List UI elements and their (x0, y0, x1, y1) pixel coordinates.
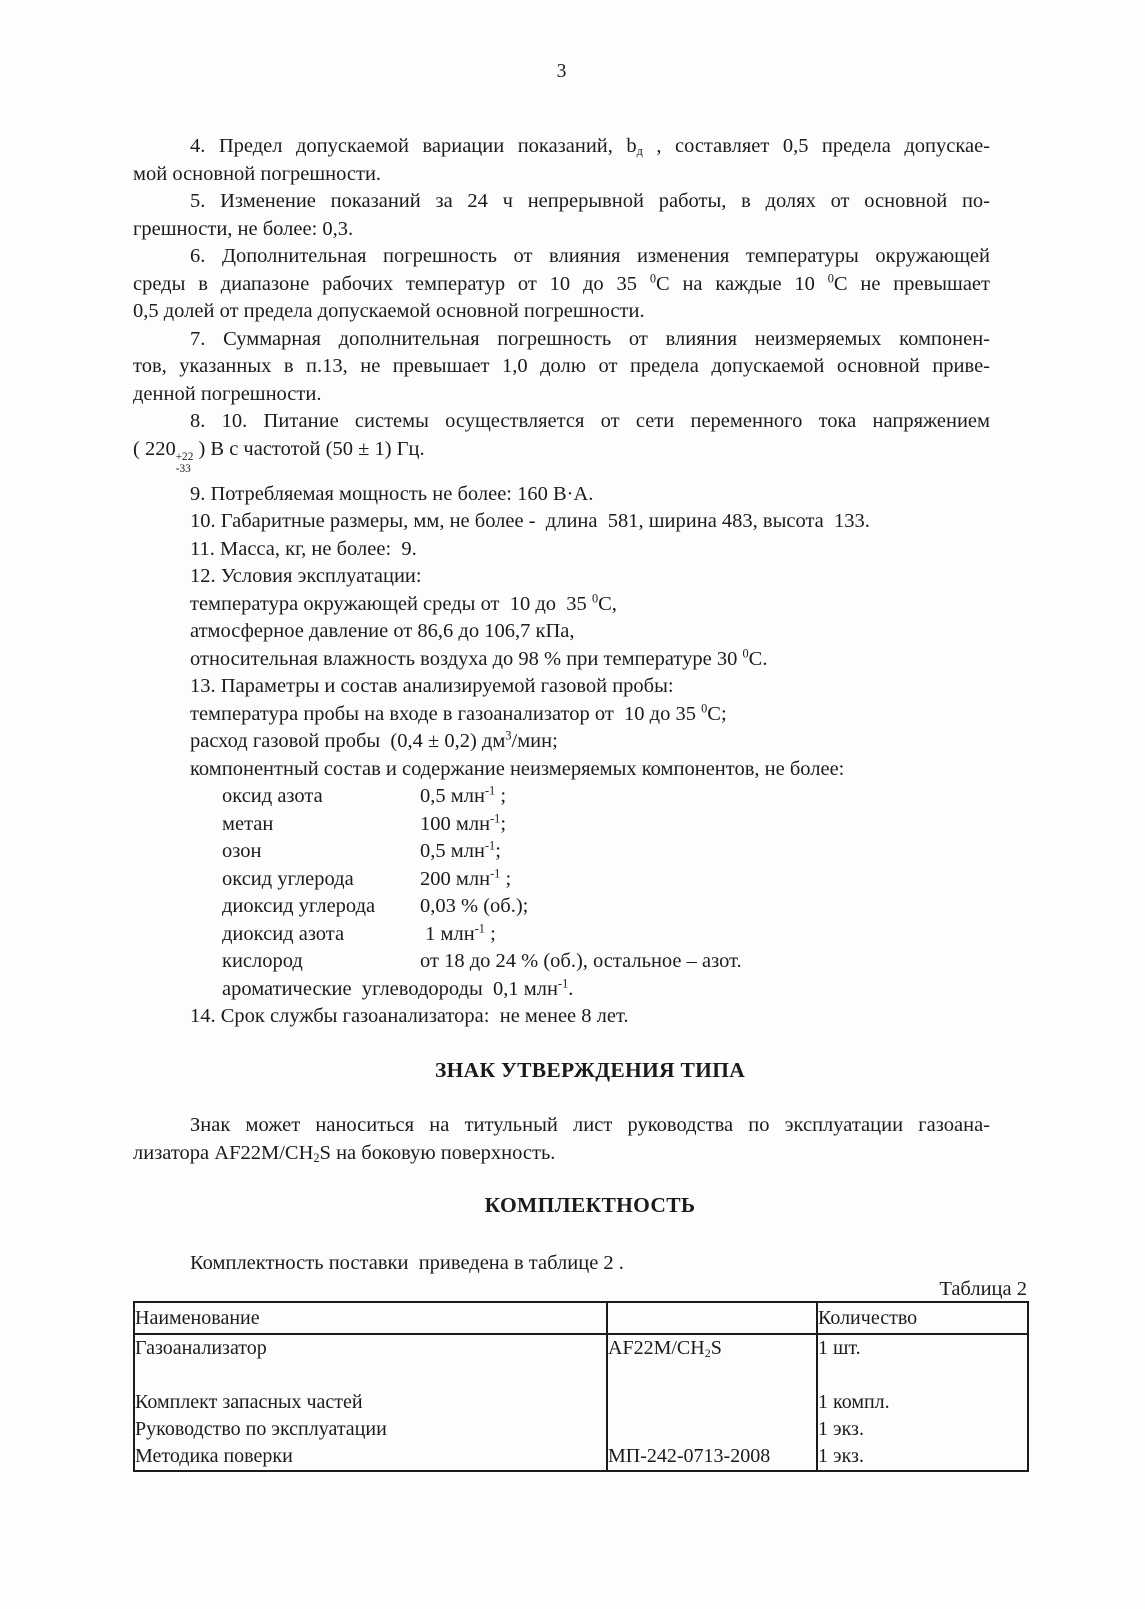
component-value: 0,5 млн$^{-1}$; (420, 838, 501, 863)
heading-completeness: КОМПЛЕКТНОСТЬ (484, 1193, 696, 1218)
paragraph-7-line-2: тов, указанных в п.13, не превышает 1,0 долю от предела допускаемой основной приве- (133, 355, 990, 377)
column-header-name: Наименование (134, 1302, 607, 1334)
paragraph-7-line-1: 7. Суммарная дополнительная погрешность от влияния неизмеряемых компонен- (190, 327, 990, 350)
column-header-quantity: Количество (817, 1302, 1028, 1334)
component-row (222, 811, 990, 839)
type-approval-paragraph-line-2: лизатора $AF22M/CH_2S$ на боковую поверхность. (133, 1141, 556, 1165)
item-13-sample-temperature: температура пробы на входе в газоанализатор от 10 до 35 $^0$С; (190, 701, 727, 725)
component-row (222, 893, 990, 921)
component-value: от 18 до 24 % (об.), остальное – азот. (420, 950, 742, 973)
item-10: 10. Габаритные размеры, мм, не более - длина 581, ширина 483, высота 133. (190, 510, 870, 533)
table-row (135, 1362, 606, 1389)
component-row (222, 783, 990, 811)
component-name: диоксид углерода (222, 895, 376, 918)
component-row (222, 838, 990, 866)
item-13-composition: компонентный состав и содержание неизмеряемых компонентов, не более: (190, 757, 845, 780)
table-row: 1 шт. (818, 1337, 861, 1360)
table-row: 1 экз. (818, 1445, 864, 1468)
paragraph-8-line-1: 8. 10. Питание системы осуществляется от сети переменного тока напряжением (190, 410, 990, 432)
paragraph-5-line-2: грешности, не более: 0,3. (133, 217, 354, 240)
table-header-row (134, 1302, 1028, 1334)
item-12-temperature: температура окружающей среды от 10 до 35 $^0$С, (190, 591, 617, 615)
component-value: 0,1 млн$^{-1}$. (482, 976, 574, 1000)
table-row: Руководство по эксплуатации (135, 1418, 387, 1441)
table-row: $AF22M/CH_2S$ (608, 1337, 722, 1361)
item-9: 9. Потребляемая мощность не более: 160 В·А. (190, 482, 594, 505)
column-header-model (607, 1302, 817, 1334)
heading-type-approval: ЗНАК УТВЕРЖДЕНИЯ ТИПА (434, 1057, 746, 1082)
item-13-sample-flow: расход газовой пробы (0,4 ± 0,2) $дм^3$/мин; (190, 728, 558, 753)
component-value: 0,5 млн$^{-1}$ ; (420, 783, 507, 808)
table-row (608, 1362, 816, 1389)
item-13: 13. Параметры и состав анализируемой газовой пробы: (190, 675, 674, 698)
table-row: Методика поверки (135, 1445, 293, 1468)
component-name: кислород (222, 950, 303, 973)
table-row: МП-242-0713-2008 (608, 1445, 771, 1468)
component-row (222, 921, 990, 949)
paragraph-6-line-1: 6. Дополнительная погрешность от влияния изменения температуры окружающей (190, 245, 990, 267)
table-row: Комплект запасных частей (135, 1391, 363, 1414)
component-name: ароматические углеводороды (222, 977, 483, 1000)
component-name: метан (222, 812, 274, 835)
item-12: 12. Условия эксплуатации: (190, 565, 422, 588)
component-row (222, 976, 990, 1004)
component-value: 100 млн$^{-1}$; (420, 811, 507, 835)
component-value: 200 млн$^{-1}$ ; (420, 866, 512, 890)
component-name: оксид азота (222, 785, 323, 808)
component-row (222, 948, 990, 976)
component-row (222, 866, 990, 894)
item-12-pressure: атмосферное давление от 86,6 до 106,7 кПа, (190, 620, 575, 643)
table-row: 1 компл. (818, 1391, 890, 1414)
component-name: озон (222, 840, 262, 863)
item-11: 11. Масса, кг, не более: 9. (190, 537, 417, 560)
paragraph-5-line-1: 5. Изменение показаний за 24 ч непрерывной работы, в долях от основной по- (190, 190, 990, 212)
completeness-table (133, 1301, 1029, 1472)
table-body-row (134, 1334, 1028, 1471)
table-row: Газоанализатор (135, 1337, 267, 1360)
table-row: 1 экз. (818, 1418, 864, 1441)
paragraph-7-line-3: денной погрешности. (133, 382, 322, 405)
component-name: оксид углерода (222, 867, 354, 890)
paragraph-8-line-2: ( 220 +22 -33 ) В с частотой (50 ± 1) Гц. (133, 437, 425, 475)
name-cell (134, 1334, 607, 1471)
type-approval-paragraph-line-1: Знак может наноситься на титульный лист руководства по эксплуатации газоана- (190, 1114, 990, 1137)
item-14: 14. Срок службы газоанализатора: не менее 8 лет. (190, 1005, 629, 1028)
paragraph-6-line-2: среды в диапазоне рабочих температур от 10 до 35 $^0$С на каждые 10 $^0$С не превышает (133, 271, 990, 295)
model-cell (607, 1334, 817, 1471)
document-body (133, 133, 1027, 1472)
quantity-cell (817, 1334, 1028, 1471)
paragraph-6-line-3: 0,5 долей от предела допускаемой основной погрешности. (133, 300, 645, 322)
table-caption: Таблица 2 (939, 1278, 1027, 1301)
component-value: 0,03 % (об.); (420, 895, 529, 918)
component-value: 1 млн$^{-1}$ ; (420, 921, 496, 945)
completeness-paragraph: Комплектность поставки приведена в таблице 2 . (190, 1251, 624, 1274)
table-row (608, 1389, 816, 1416)
table-row (818, 1362, 1027, 1389)
page-number: 3 (556, 61, 567, 82)
component-name: диоксид азота (222, 922, 345, 945)
paragraph-4-line-1: 4. Предел допускаемой вариации показаний, $b_д$ , составляет 0,5 предела допускае- (190, 135, 990, 159)
item-12-humidity: относительная влажность воздуха до 98 % при температуре 30 $^0$С. (190, 646, 768, 670)
paragraph-4-line-2: мой основной погрешности. (133, 162, 382, 185)
table-row (608, 1416, 816, 1443)
